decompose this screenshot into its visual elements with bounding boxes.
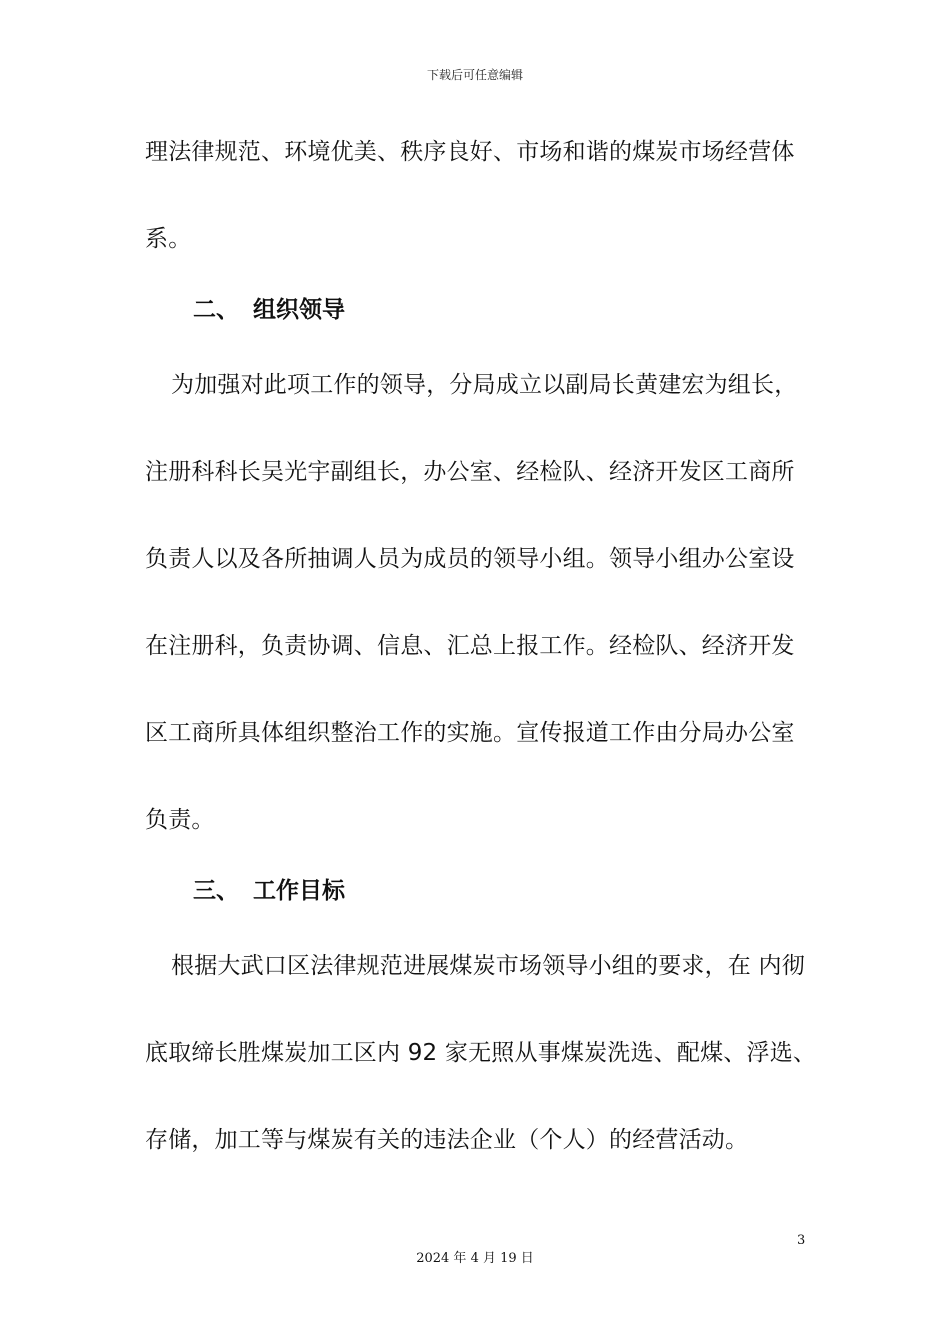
- footer-date: 2024 年 4 月 19 日: [416, 1251, 534, 1266]
- section-number: 三、: [193, 878, 239, 904]
- paragraph-line: 在注册科，负责协调、信息、汇总上报工作。经检队、经济开发: [145, 633, 795, 659]
- header-note: 下载后可任意编辑: [426, 68, 523, 82]
- paragraph-line: 系。: [145, 226, 192, 252]
- paragraph-line: 理法律规范、环境优美、秩序良好、市场和谐的煤炭市场经营体: [145, 139, 795, 165]
- section-heading-organization: [193, 295, 345, 325]
- page-number: 3: [797, 1233, 806, 1248]
- section-heading-goals: [193, 876, 345, 906]
- paragraph-line: 存储，加工等与煤炭有关的违法企业（个人）的经营活动。: [145, 1127, 749, 1153]
- paragraph-line: 区工商所具体组织整治工作的实施。宣传报道工作由分局办公室: [145, 720, 795, 746]
- paragraph-line: 为加强对此项工作的领导，分局成立以副局长黄建宏为组长，: [171, 372, 798, 398]
- paragraph-line: 注册科科长吴光宇副组长，办公室、经检队、经济开发区工商所: [145, 459, 795, 485]
- section-title: 工作目标: [253, 878, 345, 904]
- paragraph-line: 底取缔长胜煤炭加工区内 92 家无照从事煤炭洗选、配煤、浮选、: [145, 1040, 817, 1066]
- section-number: 二、: [193, 297, 239, 323]
- paragraph-line: 根据大武口区法律规范进展煤炭市场领导小组的要求，在 内彻: [171, 953, 805, 979]
- paragraph-line: 负责。: [145, 807, 215, 833]
- section-title: 组织领导: [253, 297, 345, 323]
- paragraph-line: 负责人以及各所抽调人员为成员的领导小组。领导小组办公室设: [145, 546, 795, 572]
